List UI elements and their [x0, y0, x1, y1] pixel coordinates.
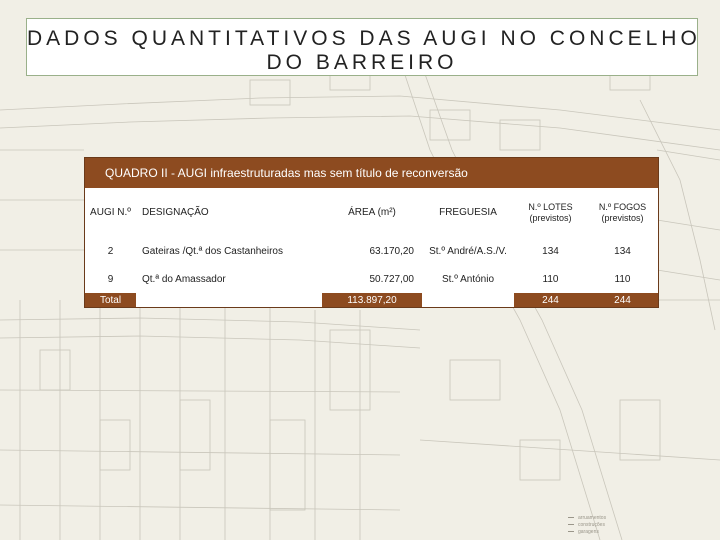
augi-table [84, 157, 659, 308]
cell-lotes: 110 [514, 265, 587, 293]
header-fogos-line-2: (previstos) [601, 212, 644, 223]
total-blank-cell [422, 293, 514, 307]
header-area: ÁREA (m²) [322, 188, 422, 237]
table-header-row [85, 188, 658, 237]
total-fogos: 244 [587, 293, 658, 307]
map-legend [568, 515, 606, 536]
data-table [85, 188, 658, 307]
header-fogos [587, 188, 658, 237]
cell-designacao: Gateiras /Qt.ª dos Castanheiros [136, 237, 322, 265]
cell-fogos: 110 [587, 265, 658, 293]
cell-augi: 9 [85, 265, 136, 293]
page-title-line-1: DADOS QUANTITATIVOS DAS AUGI NO CONCELHO [27, 27, 701, 50]
page-title-line-2: DO BARREIRO [266, 51, 458, 74]
cell-fogos: 134 [587, 237, 658, 265]
header-fogos-line-1: N.º FOGOS [598, 201, 647, 212]
legend-item-label: garagens [578, 529, 599, 535]
cell-designacao: Qt.ª do Amassador [136, 265, 322, 293]
legend-item-label: arruamentos [578, 515, 607, 521]
total-label: Total [85, 293, 136, 307]
table-caption: QUADRO II - AUGI infraestruturadas mas sem título de reconversão [85, 158, 658, 188]
header-lotes-line-2: (previstos) [529, 212, 572, 223]
cell-area: 50.727,00 [322, 265, 422, 293]
table-row [85, 237, 658, 265]
header-lotes [514, 188, 587, 237]
legend-item [568, 529, 606, 536]
cell-freguesia: St.º André/A.S./V. [422, 237, 514, 265]
cell-area: 63.170,20 [322, 237, 422, 265]
legend-item [568, 522, 606, 529]
title-box [26, 18, 701, 76]
header-designacao: DESIGNAÇÃO [136, 188, 322, 237]
table-row [85, 265, 658, 293]
cell-freguesia: St.º António [422, 265, 514, 293]
legend-item [568, 515, 606, 522]
header-augi: AUGI N.º [85, 188, 136, 237]
total-area: 113.897,20 [322, 293, 422, 307]
cell-lotes: 134 [514, 237, 587, 265]
table-total-row [85, 293, 658, 307]
total-lotes: 244 [514, 293, 587, 307]
header-freguesia: FREGUESIA [422, 188, 514, 237]
legend-item-label: construções [578, 522, 605, 528]
cell-augi: 2 [85, 237, 136, 265]
total-blank-cell [136, 293, 322, 307]
header-lotes-line-1: N.º LOTES [528, 201, 573, 212]
